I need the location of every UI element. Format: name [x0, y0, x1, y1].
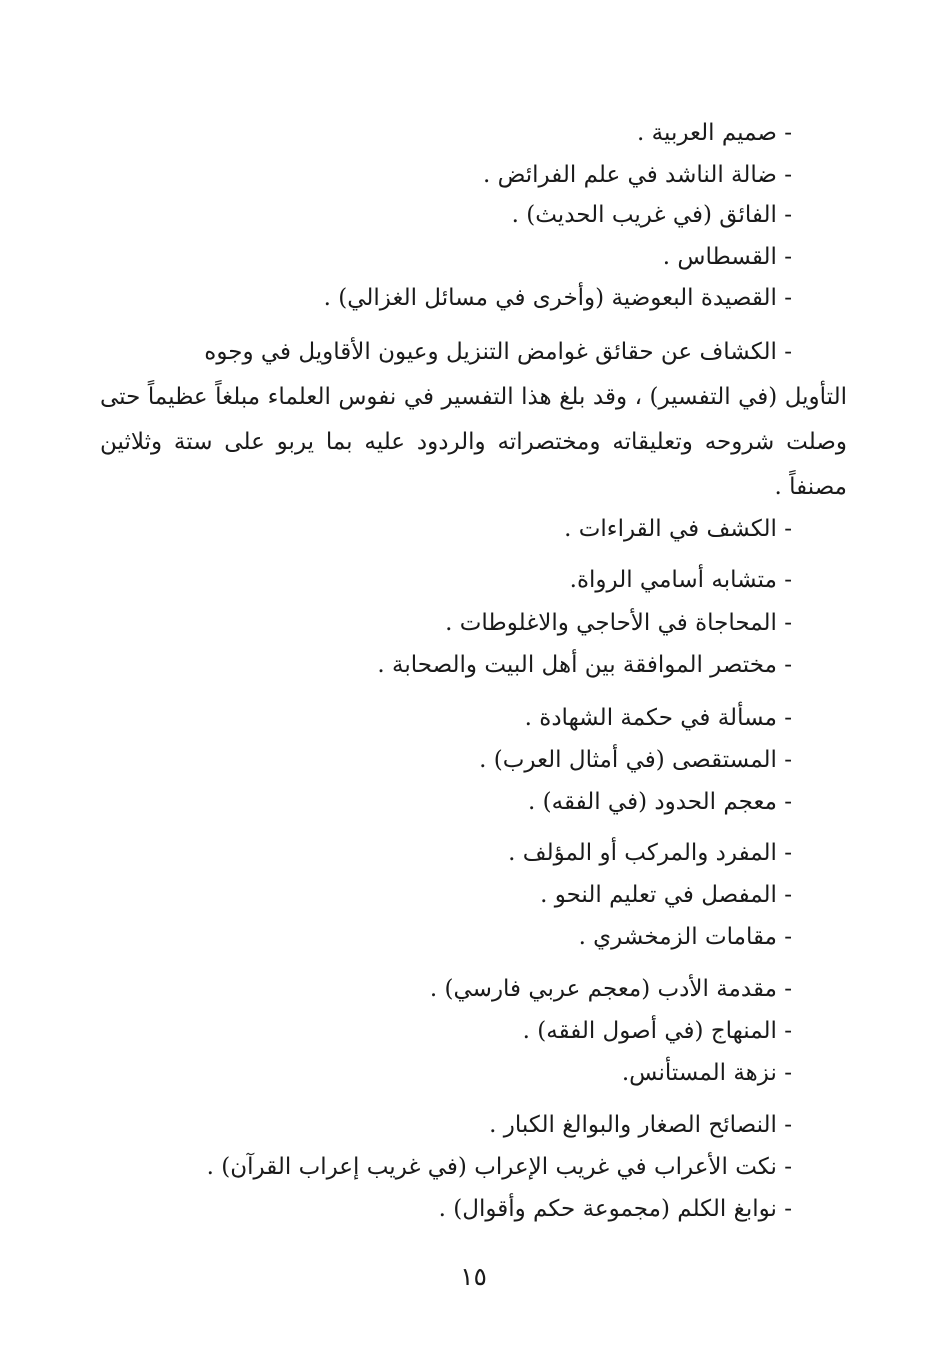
kashshaf-paragraph	[100, 330, 847, 510]
list-item: - النصائح الصغار والبوالغ الكبار .	[489, 1112, 792, 1138]
list-item: - ضالة الناشد في علم الفرائض .	[482, 162, 792, 188]
list-item: - مختصر الموافقة بين أهل البيت والصحابة .	[377, 652, 792, 678]
list-item: - نوابغ الكلم (مجموعة حكم وأقوال) .	[438, 1196, 792, 1222]
list-item: - الكشف في القراءات .	[564, 516, 792, 542]
list-item: - الفائق (في غريب الحديث) .	[511, 202, 792, 228]
list-item: - مقدمة الأدب (معجم عربي فارسي) .	[429, 976, 792, 1002]
list-item: - القسطاس .	[662, 244, 792, 270]
list-item: - مسألة في حكمة الشهادة .	[524, 705, 792, 731]
list-item: - القصيدة البعوضية (وأخرى في مسائل الغزالي) .	[323, 285, 792, 311]
list-item: - متشابه أسامي الرواة.	[569, 567, 792, 593]
paragraph-body: التأويل (في التفسير) ، وقد بلغ هذا التفسير في نفوس العلماء مبلغاً عظيماً حتى وصلت شروحه وتعليقاته ومختصراته والردود عليه بما يربو على ستة وثلاثين مصنفاً .	[100, 384, 847, 500]
paragraph-first-line: - الكشاف عن حقائق غوامض التنزيل وعيون الأقاويل في وجوه	[204, 339, 792, 365]
list-item: - المفصل في تعليم النحو .	[540, 882, 792, 908]
list-item: - المفرد والمركب أو المؤلف .	[508, 840, 792, 866]
list-item: - المنهاج (في أصول الفقه) .	[522, 1018, 792, 1044]
page-number: ١٥	[460, 1262, 487, 1291]
list-item: - صميم العربية .	[637, 120, 792, 146]
list-item: - المستقصى (في أمثال العرب) .	[479, 747, 792, 773]
list-item: - معجم الحدود (في الفقه) .	[528, 789, 792, 815]
list-item: - مقامات الزمخشري .	[578, 924, 792, 950]
list-item: - نكت الأعراب في غريب الإعراب (في غريب إعراب القرآن) .	[206, 1154, 792, 1180]
list-item: - نزهة المستأنس.	[621, 1060, 792, 1086]
list-item: - المحاجاة في الأحاجي والاغلوطات .	[445, 610, 792, 636]
